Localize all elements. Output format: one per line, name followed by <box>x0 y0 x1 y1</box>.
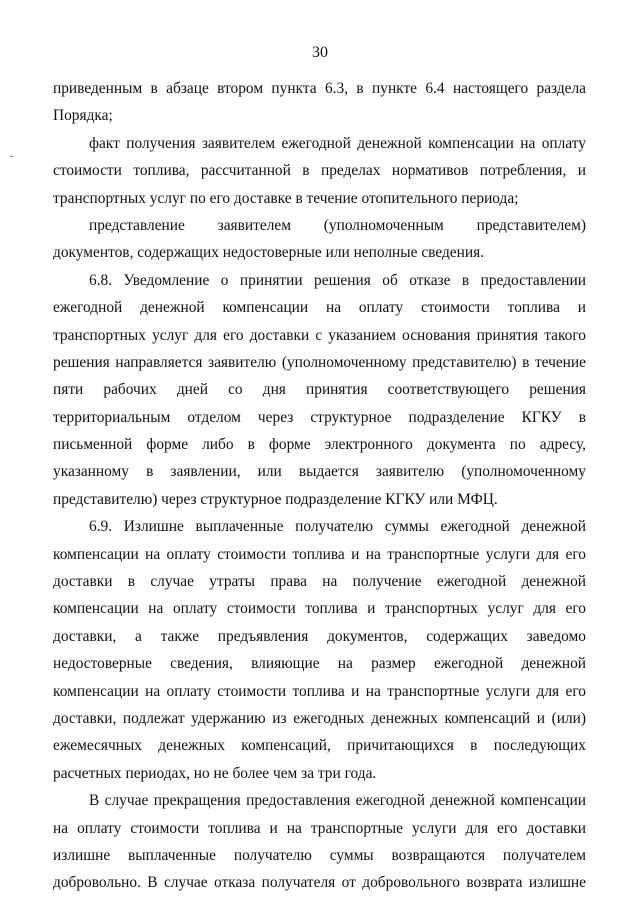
text-line: решения направляется заявителю (уполномоченному представителю) в течение <box>53 353 586 371</box>
text-line: В случае прекращения предоставления ежегодной денежной компенсации <box>89 792 586 810</box>
text-line: транспортных услуг для его доставки с указанием основания принятия такого <box>53 326 586 344</box>
text-line: приведенным в абзаце втором пункта 6.3, в пункте 6.4 настоящего раздела <box>53 80 586 97</box>
text-line: недостоверные сведения, влияющие на размер ежегодной денежной <box>53 655 586 673</box>
text-line: 6.8. Уведомление о принятии решения об отказе в предоставлении <box>89 271 586 289</box>
text-line: компенсации на оплату стоимости топлива и на транспортные услуги для его <box>53 682 586 700</box>
text-line: пяти рабочих дней со дня принятия соответствующего решения <box>53 381 586 399</box>
text-line: Порядка; <box>53 107 113 125</box>
text-line: 6.9. Излишне выплаченные получателю суммы ежегодной денежной <box>89 518 586 536</box>
text-line: компенсации на оплату стоимости топлива и на транспортные услуги для его <box>53 545 586 563</box>
text-line: излишне выплаченные получателю суммы возвращаются получателем <box>53 846 586 864</box>
text-line: доставки, подлежат удержанию из ежегодных денежных компенсаций и (или) <box>53 709 586 727</box>
text-line: добровольно. В случае отказа получателя от добровольного возврата излишне <box>53 874 586 892</box>
text-line: указанному в заявлении, или выдается заявителю (уполномоченному <box>53 463 586 481</box>
text-line: факт получения заявителем ежегодной денежной компенсации на оплату <box>89 134 586 152</box>
text-line: стоимости топлива, рассчитанной в пределах нормативов потребления, и <box>53 162 586 180</box>
document-body <box>53 75 586 897</box>
text-line: расчетных периодах, но не более чем за три года. <box>53 764 377 782</box>
text-line: транспортных услуг по его доставке в течение отопительного периода; <box>53 189 519 207</box>
text-line: компенсации на оплату стоимости топлива и транспортных услуг для его <box>53 600 586 618</box>
margin-mark <box>10 156 13 157</box>
text-line: доставки, а также предъявления документов, содержащих заведомо <box>53 627 586 645</box>
text-line: документов, содержащих недостоверные или неполные сведения. <box>53 244 485 262</box>
page-number: 30 <box>312 44 328 61</box>
text-line: ежемесячных денежных компенсаций, причитающихся в последующих <box>53 737 586 755</box>
text-line: территориальным отделом через структурное подразделение КГКУ в <box>53 408 586 426</box>
text-line: представление заявителем (уполномоченным представителем) <box>89 216 586 234</box>
text-line: на оплату стоимости топлива и на транспортные услуги для его доставки <box>53 819 586 837</box>
text-line: представителю) через структурное подразделение КГКУ или МФЦ. <box>53 490 498 508</box>
text-line: доставки в случае утраты права на получение ежегодной денежной <box>53 573 586 591</box>
text-line: письменной форме либо в форме электронного документа по адресу, <box>53 436 586 454</box>
text-line: ежегодной денежной компенсации на оплату стоимости топлива и <box>53 299 586 317</box>
